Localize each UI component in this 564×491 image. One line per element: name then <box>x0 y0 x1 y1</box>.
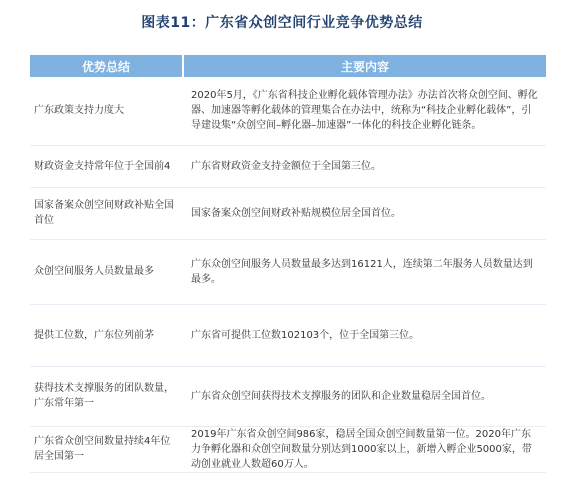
advantage-cell: 众创空间服务人员数量最多 <box>30 239 183 304</box>
figure-title: 图表11：广东省众创空间行业竞争优势总结 <box>141 15 423 31</box>
content-cell: 国家备案众创空间财政补贴规模位居全国首位。 <box>183 187 546 239</box>
table-row <box>30 426 546 472</box>
table-row <box>30 187 546 239</box>
advantage-cell: 广东省众创空间数量持续4年位居全国第一 <box>30 426 183 472</box>
content-cell: 广东众创空间服务人员数量最多达到16121人，连续第二年服务人员数量达到最多。 <box>183 239 546 304</box>
content-cell: 广东省众创空间获得技术支撑服务的团队和企业数量稳居全国首位。 <box>183 366 546 426</box>
table-header-row <box>30 55 546 77</box>
header-content: 主要内容 <box>183 55 546 77</box>
table-row <box>30 304 546 366</box>
table-row <box>30 77 546 145</box>
content-cell: 广东省可提供工位数102103个，位于全国第三位。 <box>183 304 546 366</box>
content-cell: 广东省财政资金支持金额位于全国第三位。 <box>183 145 546 187</box>
advantage-cell: 广东政策支持力度大 <box>30 77 183 145</box>
content-cell: 2020年5月，《广东省科技企业孵化载体管理办法》办法首次将众创空间、孵化器、加速器等孵化载体的管理集合在办法中，统称为“科技企业孵化载体”，引导建设集“众创空间–孵化器–加速器”一体化的科技企业孵化链条。 <box>183 77 546 145</box>
table-row <box>30 366 546 426</box>
table-row <box>30 145 546 187</box>
advantage-cell: 获得技术支撑服务的团队数量，广东常年第一 <box>30 366 183 426</box>
table-row <box>30 239 546 304</box>
advantage-table <box>30 55 546 473</box>
advantage-cell: 提供工位数，广东位列前茅 <box>30 304 183 366</box>
header-advantage: 优势总结 <box>30 55 183 77</box>
content-cell: 2019年广东省众创空间986家，稳居全国众创空间数量第一位。2020年广东力争孵化器和众创空间数量分别达到1000家以上，新增入孵企业5000家，带动创业就业人数超60万人。 <box>183 426 546 472</box>
advantage-cell: 国家备案众创空间财政补贴全国首位 <box>30 187 183 239</box>
advantage-cell: 财政资金支持常年位于全国前4 <box>30 145 183 187</box>
